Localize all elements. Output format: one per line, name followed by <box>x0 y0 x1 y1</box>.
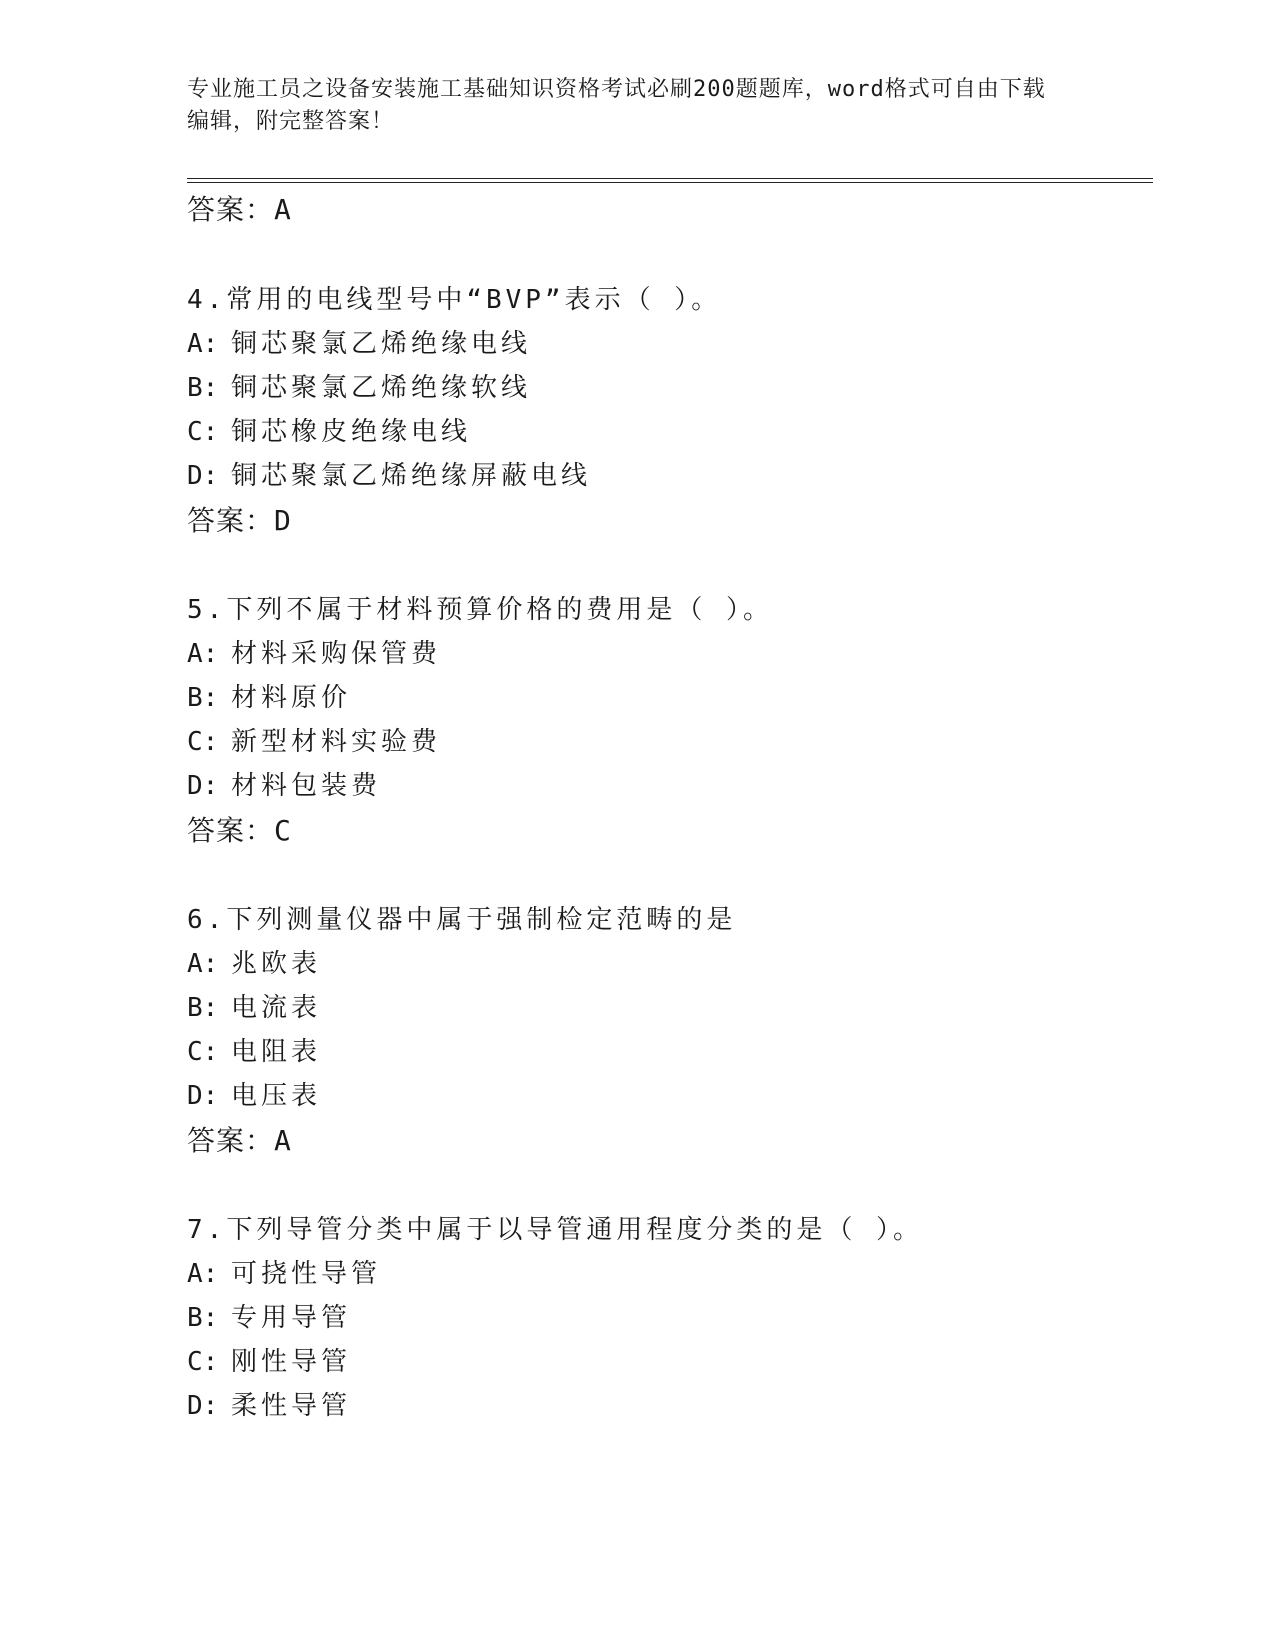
option-letter: A: <box>187 639 219 669</box>
header-divider-top <box>187 178 1153 179</box>
option-5-d <box>187 769 381 803</box>
option-6-d <box>187 1079 321 1113</box>
question-7 <box>187 1213 923 1247</box>
option-text: 电压表 <box>231 1081 322 1111</box>
option-letter: D: <box>187 771 219 801</box>
question-text: 常用的电线型号中“BVP”表示（ ）。 <box>226 285 722 315</box>
question-number: 6. <box>187 905 227 935</box>
option-4-d <box>187 459 591 493</box>
header-divider-bottom <box>187 182 1153 183</box>
option-text: 电流表 <box>231 993 322 1023</box>
answer-line-5 <box>187 813 292 849</box>
question-4 <box>187 283 721 317</box>
question-number: 4. <box>187 285 227 315</box>
option-text: 铜芯橡皮绝缘电线 <box>231 417 472 447</box>
option-5-a <box>187 637 441 671</box>
option-4-c <box>187 415 471 449</box>
answer-value: D <box>274 504 292 537</box>
option-letter: B: <box>187 993 219 1023</box>
option-letter: B: <box>187 373 219 403</box>
answer-line-prev <box>187 192 292 228</box>
option-6-c <box>187 1035 321 1069</box>
answer-line-6 <box>187 1123 292 1159</box>
answer-label: 答案： <box>187 1124 275 1157</box>
option-letter: B: <box>187 683 219 713</box>
answer-line-4 <box>187 503 292 539</box>
answer-value: C <box>274 814 292 847</box>
question-text: 下列测量仪器中属于强制检定范畴的是 <box>226 905 737 935</box>
option-5-c <box>187 725 441 759</box>
option-4-a <box>187 327 531 361</box>
answer-value: A <box>274 1124 292 1157</box>
option-7-a <box>187 1257 381 1291</box>
option-text: 柔性导管 <box>231 1391 352 1421</box>
option-text: 新型材料实验费 <box>231 727 442 757</box>
option-4-b <box>187 371 531 405</box>
option-text: 铜芯聚氯乙烯绝缘电线 <box>231 329 532 359</box>
option-letter: A: <box>187 329 219 359</box>
answer-value: A <box>274 193 292 226</box>
question-6 <box>187 903 736 937</box>
option-7-d <box>187 1389 351 1423</box>
option-7-b <box>187 1301 351 1335</box>
answer-label: 答案： <box>187 814 275 847</box>
question-number: 5. <box>187 595 227 625</box>
option-letter: A: <box>187 949 219 979</box>
option-letter: D: <box>187 461 219 491</box>
option-7-c <box>187 1345 351 1379</box>
document-header: 专业施工员之设备安装施工基础知识资格考试必刷200题题库，word格式可自由下载编辑，附完整答案！ <box>187 77 1046 134</box>
answer-label: 答案： <box>187 193 275 226</box>
option-letter: D: <box>187 1391 219 1421</box>
option-5-b <box>187 681 351 715</box>
option-text: 铜芯聚氯乙烯绝缘屏蔽电线 <box>231 461 592 491</box>
option-text: 电阻表 <box>231 1037 322 1067</box>
option-letter: C: <box>187 727 219 757</box>
option-text: 刚性导管 <box>231 1347 352 1377</box>
option-6-a <box>187 947 321 981</box>
question-5 <box>187 593 773 627</box>
question-text: 下列导管分类中属于以导管通用程度分类的是（ ）。 <box>226 1215 923 1245</box>
option-text: 专用导管 <box>231 1303 352 1333</box>
question-text: 下列不属于材料预算价格的费用是（ ）。 <box>226 595 773 625</box>
option-letter: C: <box>187 1037 219 1067</box>
question-number: 7. <box>187 1215 227 1245</box>
option-letter: A: <box>187 1259 219 1289</box>
option-text: 铜芯聚氯乙烯绝缘软线 <box>231 373 532 403</box>
option-letter: C: <box>187 1347 219 1377</box>
option-text: 材料包装费 <box>231 771 382 801</box>
option-text: 材料采购保管费 <box>231 639 442 669</box>
option-letter: D: <box>187 1081 219 1111</box>
option-letter: B: <box>187 1303 219 1333</box>
option-6-b <box>187 991 321 1025</box>
answer-label: 答案： <box>187 504 275 537</box>
option-text: 兆欧表 <box>231 949 322 979</box>
option-letter: C: <box>187 417 219 447</box>
option-text: 可挠性导管 <box>231 1259 382 1289</box>
option-text: 材料原价 <box>231 683 352 713</box>
